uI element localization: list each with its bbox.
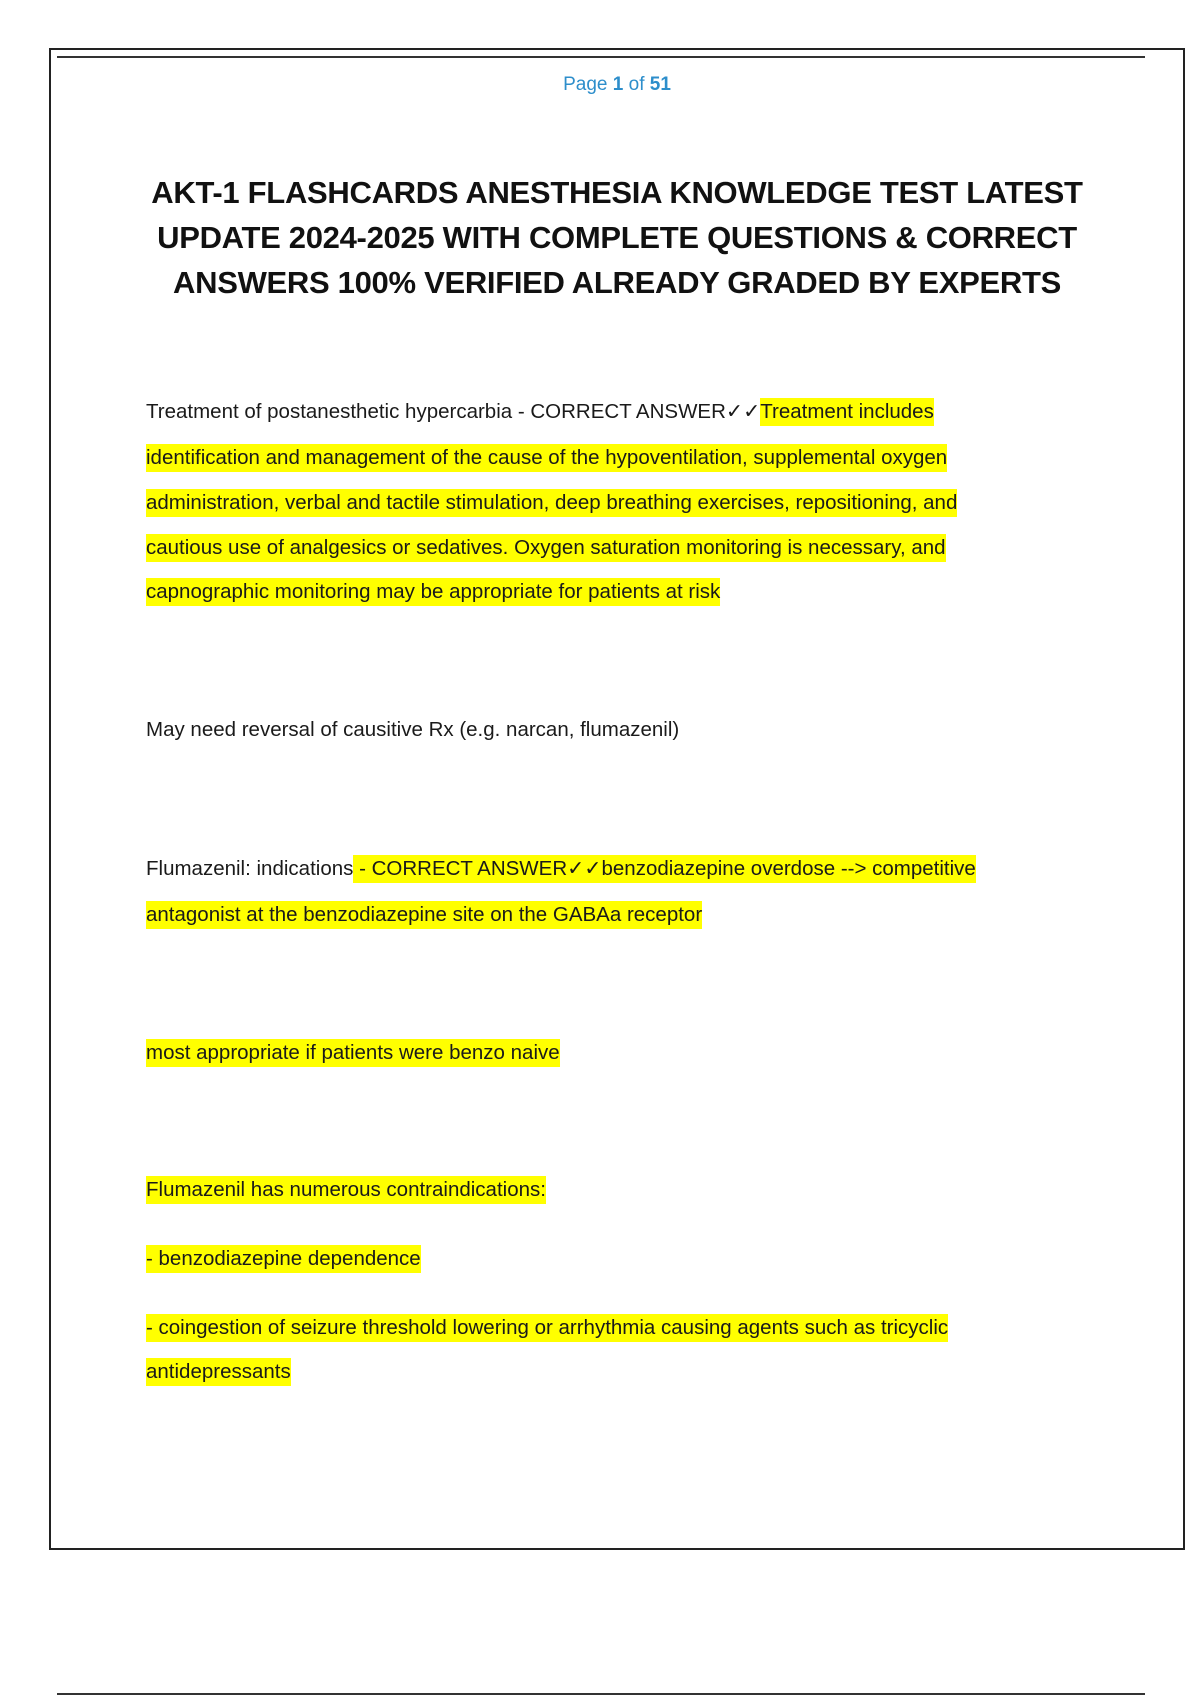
- top-rule: [57, 56, 1145, 58]
- card1-answer-line: [146, 534, 946, 562]
- title-line: AKT-1 FLASHCARDS ANESTHESIA KNOWLEDGE TEST LATEST: [151, 175, 1083, 210]
- card2-question: Flumazenil: indications: [146, 857, 354, 880]
- contraindication-text: antidepressants: [146, 1358, 291, 1386]
- contraindication-item: [146, 1245, 421, 1273]
- page-indicator: [0, 74, 1200, 96]
- card1-answer-line: [146, 578, 720, 606]
- contraindication-text: - benzodiazepine dependence: [146, 1245, 421, 1273]
- page-indicator-middle: of: [623, 74, 650, 95]
- bottom-rule: [57, 1693, 1145, 1695]
- contraindications-heading-text: Flumazenil has numerous contraindications:: [146, 1176, 546, 1204]
- page-total: 51: [649, 74, 671, 95]
- card2-question-line: [146, 855, 976, 883]
- card1-answer: Treatment includes: [760, 398, 934, 426]
- card1-question: Treatment of postanesthetic hypercarbia - CORRECT ANSWER: [146, 400, 726, 423]
- card2-extra-text: most appropriate if patients were benzo naive: [146, 1039, 560, 1067]
- card1-question-line: [146, 398, 934, 426]
- card2-extra: [146, 1039, 560, 1067]
- checkmark-icon: ✓✓: [725, 400, 761, 423]
- card1-note-text: May need reversal of causitive Rx (e.g. narcan, flumazenil): [146, 718, 680, 741]
- contraindication-item-continued: [146, 1358, 291, 1386]
- card2-answer-prefix: - CORRECT ANSWER: [353, 855, 567, 883]
- page-current: 1: [612, 74, 624, 95]
- contraindication-text: - coingestion of seizure threshold lowering or arrhythmia causing agents such as tricyclic: [146, 1314, 948, 1342]
- document-title: [120, 170, 1114, 305]
- contraindication-item: [146, 1314, 948, 1342]
- card1-answer-text: administration, verbal and tactile stimulation, deep breathing exercises, repositioning, and: [146, 489, 957, 517]
- card1-answer-text: capnographic monitoring may be appropriate for patients at risk: [146, 578, 720, 606]
- card1-answer-line: [146, 444, 947, 472]
- card1-answer-line: [146, 489, 957, 517]
- title-line: UPDATE 2024-2025 WITH COMPLETE QUESTIONS & CORRECT: [157, 220, 1077, 255]
- contraindications-heading: [146, 1176, 546, 1204]
- card1-note: [146, 716, 679, 744]
- card1-answer-text: cautious use of analgesics or sedatives. Oxygen saturation monitoring is necessary, and: [146, 534, 946, 562]
- title-line: ANSWERS 100% VERIFIED ALREADY GRADED BY EXPERTS: [173, 265, 1061, 300]
- card2-answer-text: antagonist at the benzodiazepine site on the GABAa receptor: [146, 901, 702, 929]
- card2-answer: benzodiazepine overdose --> competitive: [601, 855, 975, 883]
- card1-answer-text: identification and management of the cause of the hypoventilation, supplemental oxygen: [146, 444, 947, 472]
- page-indicator-prefix: Page: [563, 74, 613, 95]
- card2-answer-line: [146, 901, 702, 929]
- checkmark-icon: ✓✓: [567, 855, 601, 883]
